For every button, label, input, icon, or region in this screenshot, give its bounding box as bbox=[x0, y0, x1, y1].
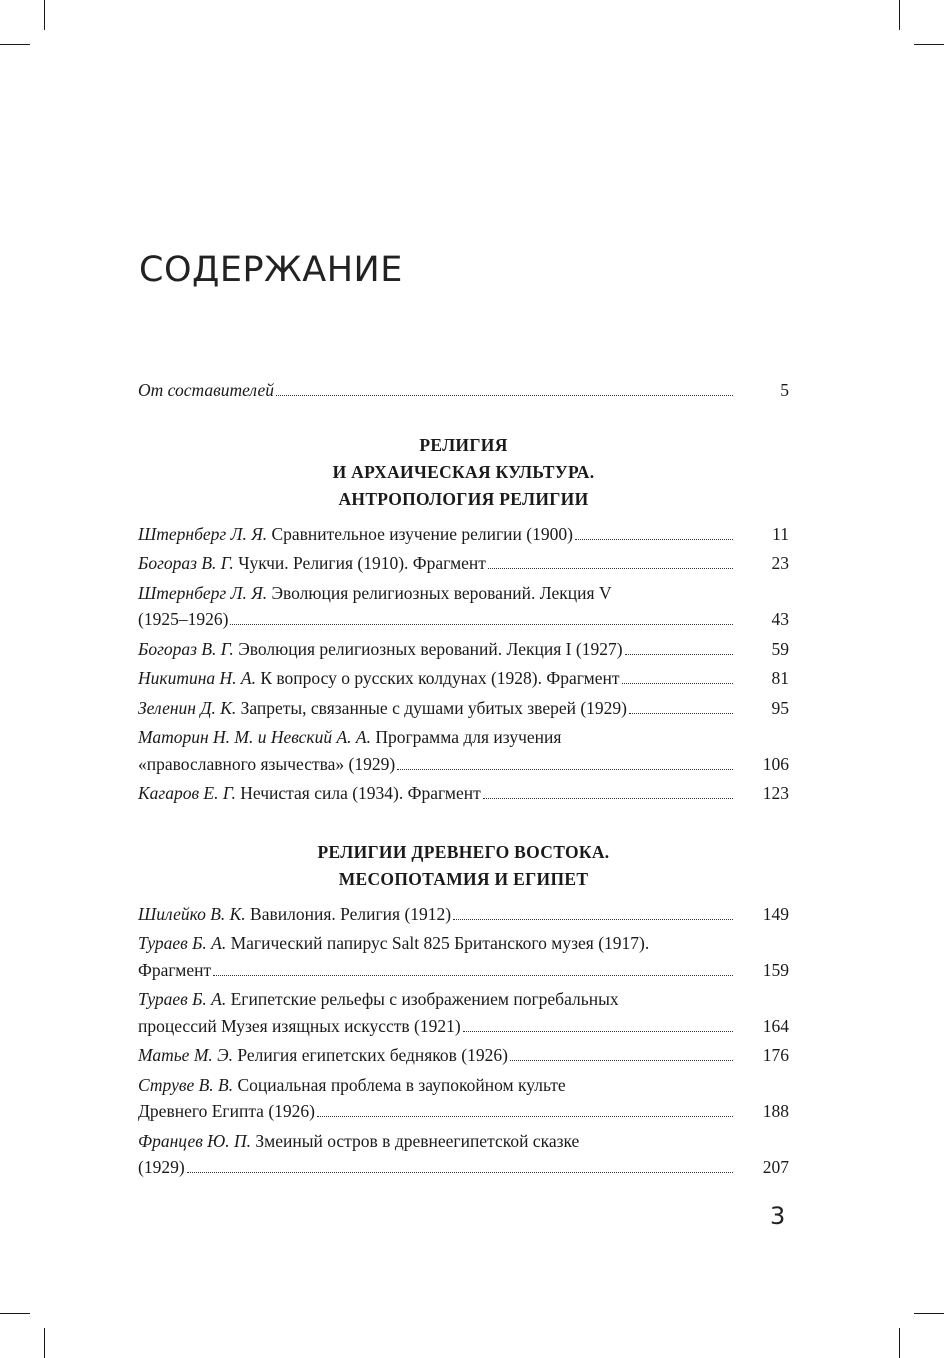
section-entries bbox=[138, 901, 789, 1181]
entry-title-line: Вавилония. Религия (1912) bbox=[250, 903, 452, 924]
entry-author: Маторин Н. М. и Невский А. А. bbox=[138, 727, 371, 747]
leader-dots bbox=[317, 1116, 733, 1117]
sections bbox=[138, 432, 789, 1181]
section-heading bbox=[138, 432, 789, 513]
entry-author: Богораз В. Г. bbox=[138, 638, 234, 659]
entry-author: Францев Ю. П. bbox=[138, 1130, 252, 1151]
entry-title-line: Религия египетских бедняков (1926) bbox=[237, 1045, 508, 1065]
leader-dots bbox=[397, 769, 733, 770]
section-heading-line: РЕЛИГИЯ bbox=[419, 434, 508, 455]
entry-page: 95 bbox=[771, 697, 789, 718]
entry-page: 81 bbox=[771, 668, 789, 688]
entry-page: 11 bbox=[772, 523, 789, 544]
entry-title-line: Эволюция религиозных верований. Лекция I (1927) bbox=[238, 638, 623, 659]
crop-mark bbox=[0, 1313, 30, 1314]
crop-mark bbox=[914, 1313, 944, 1314]
entry-author: Штернберг Л. Я. bbox=[138, 523, 268, 544]
crop-mark bbox=[0, 44, 30, 45]
section-heading-line: И АРХАИЧЕСКАЯ КУЛЬТУРА. bbox=[332, 461, 595, 482]
entry-title-line: Социальная проблема в заупокойном культе bbox=[237, 1074, 566, 1095]
leader-dots bbox=[213, 975, 733, 976]
entry-title-line: К вопросу о русских колдунах (1928). Фрагмент bbox=[260, 668, 620, 688]
toc-entry[interactable] bbox=[138, 780, 789, 807]
entry-page: 149 bbox=[762, 903, 789, 924]
entry-title-line: «православного язычества» (1929) bbox=[138, 753, 396, 774]
crop-mark bbox=[899, 1328, 900, 1358]
entry-page: 176 bbox=[762, 1045, 789, 1065]
entry-page: 159 bbox=[762, 959, 789, 980]
table-of-contents bbox=[138, 377, 789, 1184]
page-title: СОДЕРЖАНИЕ bbox=[139, 250, 403, 290]
toc-entry[interactable] bbox=[138, 724, 789, 777]
entry-page: 123 bbox=[762, 783, 789, 803]
leader-dots bbox=[453, 919, 733, 920]
entry-title-line: (1929) bbox=[138, 1157, 185, 1177]
crop-mark bbox=[44, 1328, 45, 1358]
leader-dots bbox=[510, 1060, 733, 1061]
entry-author: Тураев Б. А. bbox=[138, 989, 227, 1009]
leader-dots bbox=[463, 1031, 733, 1032]
toc-entry[interactable] bbox=[138, 930, 789, 983]
entry-title-line: Египетские рельефы с изображением погребальных bbox=[230, 989, 619, 1009]
entry-author: Шилейко В. К. bbox=[138, 903, 246, 924]
entry-page: 207 bbox=[762, 1157, 789, 1177]
entry-page: 164 bbox=[762, 1015, 789, 1036]
toc-entry[interactable] bbox=[138, 521, 789, 548]
toc-entry-intro[interactable] bbox=[138, 377, 789, 404]
entry-title-line: Фрагмент bbox=[138, 959, 212, 980]
leader-dots bbox=[625, 654, 733, 655]
section-heading bbox=[138, 839, 789, 893]
toc-entry[interactable] bbox=[138, 550, 789, 577]
entry-author: Никитина Н. А. bbox=[138, 668, 256, 688]
entry-title-line: (1925–1926) bbox=[138, 609, 229, 629]
toc-entry[interactable] bbox=[138, 901, 789, 928]
entry-title-line: Магический папирус Salt 825 Британского музея (1917). bbox=[230, 933, 650, 953]
leader-dots bbox=[230, 624, 733, 625]
toc-entry[interactable] bbox=[138, 986, 789, 1039]
toc-entry[interactable] bbox=[138, 1072, 789, 1125]
entry-page: 43 bbox=[771, 609, 789, 629]
entry-title-line: Нечистая сила (1934). Фрагмент bbox=[240, 783, 481, 803]
crop-mark bbox=[899, 0, 900, 30]
entry-author: Зеленин Д. К. bbox=[138, 697, 237, 718]
crop-mark bbox=[44, 0, 45, 30]
toc-entry[interactable] bbox=[138, 1128, 789, 1181]
crop-mark bbox=[914, 44, 944, 45]
entry-page: 5 bbox=[780, 380, 789, 400]
entry-author: Матье М. Э. bbox=[138, 1045, 233, 1065]
entry-author: Богораз В. Г. bbox=[138, 553, 234, 573]
entry-title-line: Запреты, связанные с душами убитых зверей (1929) bbox=[240, 697, 628, 718]
entry-author: Штернберг Л. Я. bbox=[138, 582, 268, 603]
leader-dots bbox=[488, 568, 733, 569]
entry-page: 106 bbox=[762, 753, 789, 774]
entry-title-line: процессий Музея изящных искусств (1921) bbox=[138, 1015, 461, 1036]
toc-entry[interactable] bbox=[138, 636, 789, 663]
toc-entry[interactable] bbox=[138, 665, 789, 692]
leader-dots bbox=[187, 1172, 733, 1173]
entry-author: Струве В. В. bbox=[138, 1074, 234, 1095]
section-heading-line: АНТРОПОЛОГИЯ РЕЛИГИИ bbox=[338, 488, 589, 509]
entry-title-line: Древнего Египта (1926) bbox=[138, 1101, 315, 1121]
toc-entry[interactable] bbox=[138, 580, 789, 633]
leader-dots bbox=[483, 798, 733, 799]
toc-entry[interactable] bbox=[138, 695, 789, 722]
entry-author: От составителей bbox=[138, 380, 275, 400]
entry-page: 23 bbox=[771, 553, 789, 573]
toc-entry[interactable] bbox=[138, 1042, 789, 1069]
section-entries bbox=[138, 521, 789, 807]
section-heading-line: МЕСОПОТАМИЯ И ЕГИПЕТ bbox=[338, 868, 589, 889]
entry-title-line: Змеиный остров в древнеегипетской сказке bbox=[255, 1130, 580, 1151]
leader-dots bbox=[276, 395, 733, 396]
entry-page: 188 bbox=[762, 1101, 789, 1121]
leader-dots bbox=[629, 713, 733, 714]
entry-title-line: Сравнительное изучение религии (1900) bbox=[271, 523, 573, 544]
entry-title-line: Программа для изучения bbox=[375, 727, 562, 747]
entry-author: Кагаров Е. Г. bbox=[138, 783, 236, 803]
entry-author: Тураев Б. А. bbox=[138, 933, 227, 953]
leader-dots bbox=[622, 683, 733, 684]
section-heading-line: РЕЛИГИИ ДРЕВНЕГО ВОСТОКА. bbox=[317, 841, 610, 862]
page-number: 3 bbox=[770, 1202, 786, 1230]
entry-title-line: Чукчи. Религия (1910). Фрагмент bbox=[238, 553, 486, 573]
leader-dots bbox=[575, 539, 733, 540]
entry-page: 59 bbox=[771, 638, 789, 659]
entry-title-line: Эволюция религиозных верований. Лекция V bbox=[271, 582, 612, 603]
